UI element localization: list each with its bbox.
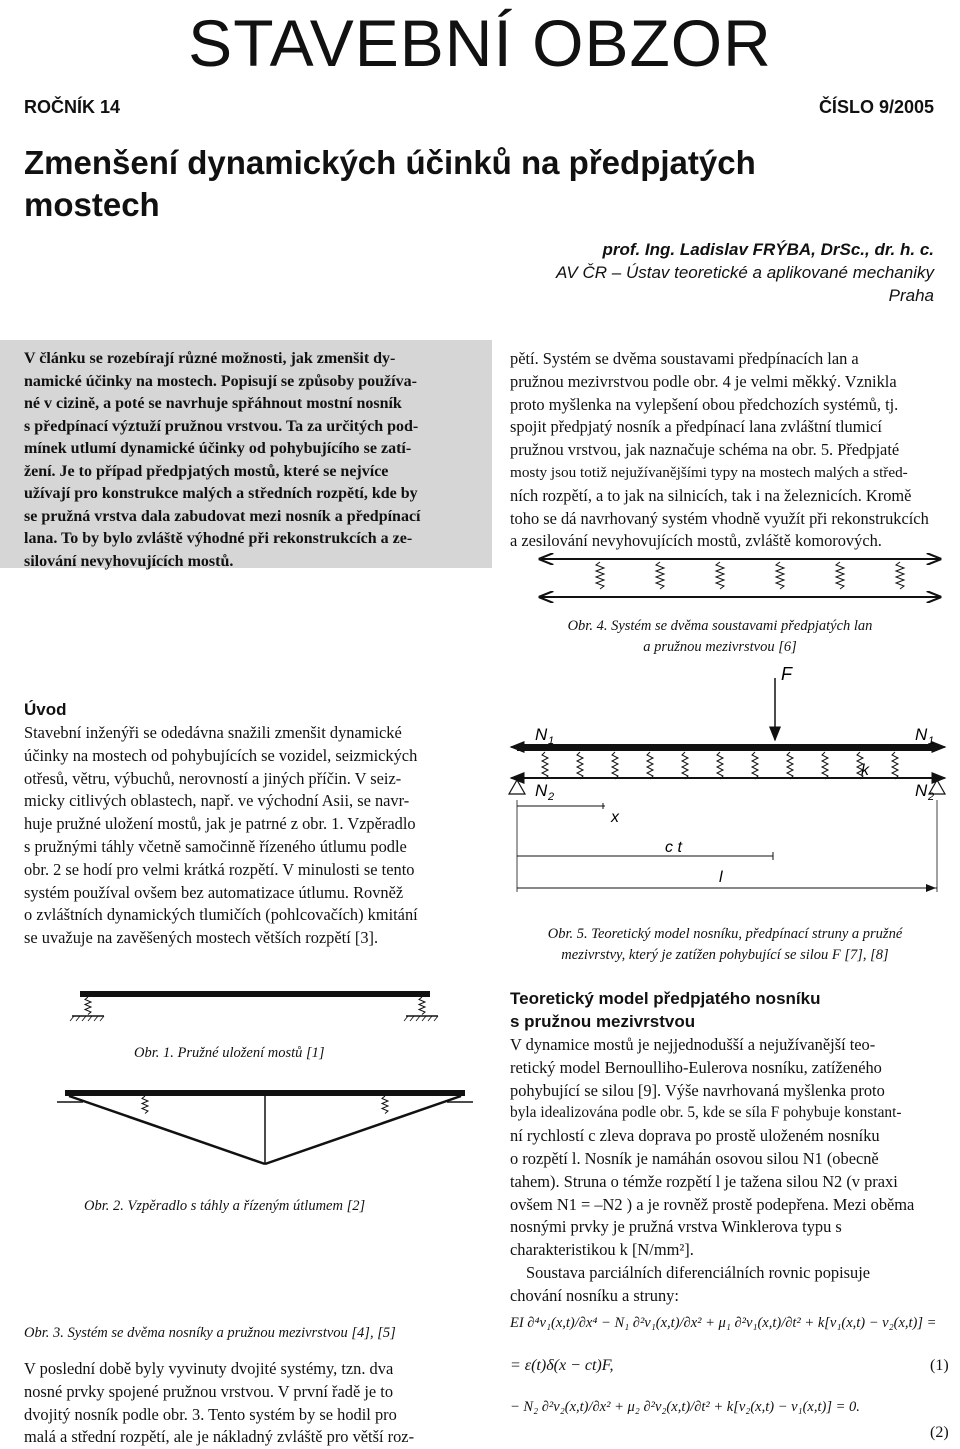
text-line: účinky na mostech od pohybujících se vozidel, seizmických [24,745,418,765]
text-line: proto myšlenka na vylepšení obou předchozích systémů, tj. [510,394,899,414]
figure-5-diagram [505,660,950,915]
figure-3-caption: Obr. 3. Systém se dvěma nosníky a pružnou mezivrstvou [4], [5] [24,1325,396,1341]
abstract-line: namické účinky na mostech. Popisují se způsoby používa- [24,372,417,390]
text-line: mosty jsou totiž nejužívanějšími typy na mostech malých a střed- [510,463,908,481]
label-N1: N [535,725,548,744]
issue-label: ČÍSLO 9/2005 [818,97,934,117]
text-line: toho se dá navrhovaný systém vhodně využít při rekonstrukcích [510,508,929,528]
caption-line: Obr. 4. Systém se dvěma soustavami předpjatých lan [567,618,873,634]
text-line: ních rozpětí, a to jak na silnicích, tak i na železnicích. Kromě [510,485,912,505]
label-N2-right-sub: 2 [928,791,935,803]
bottom-left-text [24,1358,470,1449]
intro-text [24,722,470,950]
section-heading [510,987,940,1033]
text-line: pětí. Systém se dvěma soustavami předpínacích lan a [510,349,859,368]
label-F: F [781,664,792,684]
text-line: o zvláštních dynamických tlumičích (pohlcovačích) kmitání [24,905,418,925]
text-line: tahem). Struna o témže rozpětí l je tažena silou N2 (v praxi [510,1171,898,1191]
right-intro-text [510,348,936,553]
text-line: huje pružné uložení mostů, jak je patrné z obr. 1. Vzpěradlo [24,814,416,834]
abstract-line: se pružná vrstva dala zabudovat mezi nosník a předpínací [24,507,421,525]
city: Praha [888,286,934,305]
caption-line: mezivrstvy, který je zatížen pohybující se silou F [7], [8] [561,947,889,963]
figure-2-diagram [55,1080,475,1180]
label-N1-right-sub: 1 [928,735,935,747]
equation-1-line-1: EI ∂⁴v₁(x,t)/∂x⁴ − N₁ ∂²v₁(x,t)/∂x² + μ₁ ∂²v₁(x,t)/∂t² + k[v₁(x,t) − v₂(x,t)] = [510,1315,937,1331]
article-title [24,142,924,226]
title-line-2: mostech [24,186,160,223]
label-N2-right: N [915,781,928,800]
caption-line: Obr. 5. Teoretický model nosníku, předpínací struny a pružné [547,926,903,942]
text-line: retický model Bernoulliho-Eulerova nosníku, zatíženého [510,1057,882,1077]
text-line: obr. 2 se hodí pro velmi krátká rozpětí. V minulosti se tento [24,859,415,879]
author-name: prof. Ing. Ladislav FRÝBA, DrSc., dr. h. c. [602,240,934,259]
label-k: k [861,762,869,779]
equation-2: − N₂ ∂²v₂(x,t)/∂x² + μ₂ ∂²v₂(x,t)/∂t² + k[v₂(x,t) − v₁(x,t)] = 0. [510,1399,860,1415]
text-line: V dynamice mostů je nejjednodušší a nejužívanější teo- [510,1035,876,1054]
text-line: nosné prvky spojené pružnou vrstvou. V první řadě je to [24,1381,394,1401]
equation-1-line-2: = ε(t)δ(x − ct)F, [510,1357,614,1374]
abstract-line: né v cizině, a poté se navrhuje spřáhnout mostní nosník [24,395,402,412]
text-line: charakteristikou k [N/mm²]. [510,1240,694,1260]
heading-line: Teoretický model předpjatého nosníku [510,989,821,1008]
text-line: micky citlivých oblastech, např. ve východní Asii, se navr- [24,791,410,811]
equation-1-number: (1) [930,1357,949,1374]
text-line: systém používal ovšem bez automatizace útlumu. Rovněž [24,882,404,902]
text-line: V poslední době byly vyvinuty dvojité systémy, tzn. dva [24,1359,394,1378]
intro-heading: Úvod [24,700,67,719]
figure-1-diagram [60,985,450,1030]
text-line: chování nosníku a struny: [510,1285,679,1305]
label-N2-sub: 2 [548,791,555,803]
text-line: s pružnými táhly včetně samočinně řízeného útlumu podle [24,836,407,856]
text-line: se uvažuje na zavěšených mostech větších rozpětí [3]. [24,928,379,948]
abstract-line: silování nevyhovujících mostů. [24,552,234,570]
figure-5-caption [505,924,945,966]
abstract-line: V článku se rozebírají různé možnosti, jak zmenšit dy- [24,350,396,367]
heading-line: s pružnou mezivrstvou [510,1012,696,1031]
label-l: l [719,869,723,886]
label-N1-right: N [915,725,928,744]
label-ct: c t [665,839,682,856]
abstract-text [24,348,476,573]
text-line: pružnou vrstvou, jak naznačuje schéma na obr. 5. Předpjaté [510,440,900,460]
abstract-line: užívají pro konstrukce malých a středních rozpětí, kde by [24,485,418,502]
text-line: malá a střední rozpětí, ale je nákladný zvláště pro větší roz- [24,1427,415,1447]
label-N2: N [535,781,548,800]
figure-1-caption: Obr. 1. Pružné uložení mostů [1] [134,1045,325,1061]
text-line: spojit předpjatý nosník a předpínací lana zvláštní tlumicí [510,417,882,437]
text-line: ní rychlostí c zleva doprava po prostě uloženém nosníku [510,1126,880,1146]
figure-4-diagram [530,545,950,610]
text-line: o rozpětí l. Nosník je namáhán osovou silou N1 (obecně [510,1148,879,1168]
text-line: Stavební inženýři se odedávna snažili zmenšit dynamické [24,723,402,742]
text-line: byla idealizována podle obr. 5, kde se síla F pohybuje konstant- [510,1104,902,1122]
text-line: ovšem N1 = –N2 ) a je rovněž prostě podepřena. Mezi oběma [510,1194,915,1214]
text-line: nosnými prvky je pružná vrstva Winklerova typu s [510,1217,842,1237]
section-text [510,1034,936,1308]
text-line: a zesilování nevyhovujících mostů, zvláště komorových. [510,531,882,551]
text-line: pružnou mezivrstvou podle obr. 4 je velmi měkký. Vznikla [510,371,897,391]
label-N1-sub: 1 [548,735,555,747]
label-x: x [611,809,619,826]
abstract-line: lana. To by bylo zvláště výhodné při rekonstrukcích a ze- [24,530,413,547]
figure-4-caption [505,616,935,658]
journal-title: STAVEBNÍ OBZOR [188,6,772,80]
equation-2-number: (2) [930,1424,949,1441]
caption-line: a pružnou mezivrstvou [6] [643,639,797,655]
text-line: pohybující se silou [9]. Výše navrhovaná myšlenka proto [510,1080,885,1100]
equation-1 [510,1312,950,1334]
affiliation: AV ČR – Ústav teoretické a aplikované mechaniky [556,263,934,282]
abstract-line: žení. Je to případ předpjatých mostů, které se nejvíce [24,462,389,480]
text-line: dvojitý nosník podle obr. 3. Tento systém by se hodil pro [24,1404,397,1424]
text-line: Soustava parciálních diferenciálních rovnic popisuje [526,1262,871,1282]
figure-2-caption: Obr. 2. Vzpěradlo s táhly a řízeným útlumem [2] [84,1198,366,1214]
volume-label: ROČNÍK 14 [24,97,121,117]
author-block [556,238,934,307]
abstract-line: mínek utlumí dynamické účinky od pohybujícího se zatí- [24,440,412,457]
title-line-1: Zmenšení dynamických účinků na předpjatých [24,144,756,181]
abstract-line: s předpínací výztuží pružnou vrstvou. Ta za určitých pod- [24,417,419,435]
text-line: otřesů, větru, výbuchů, nerovností a jiných příčin. V seiz- [24,768,402,788]
